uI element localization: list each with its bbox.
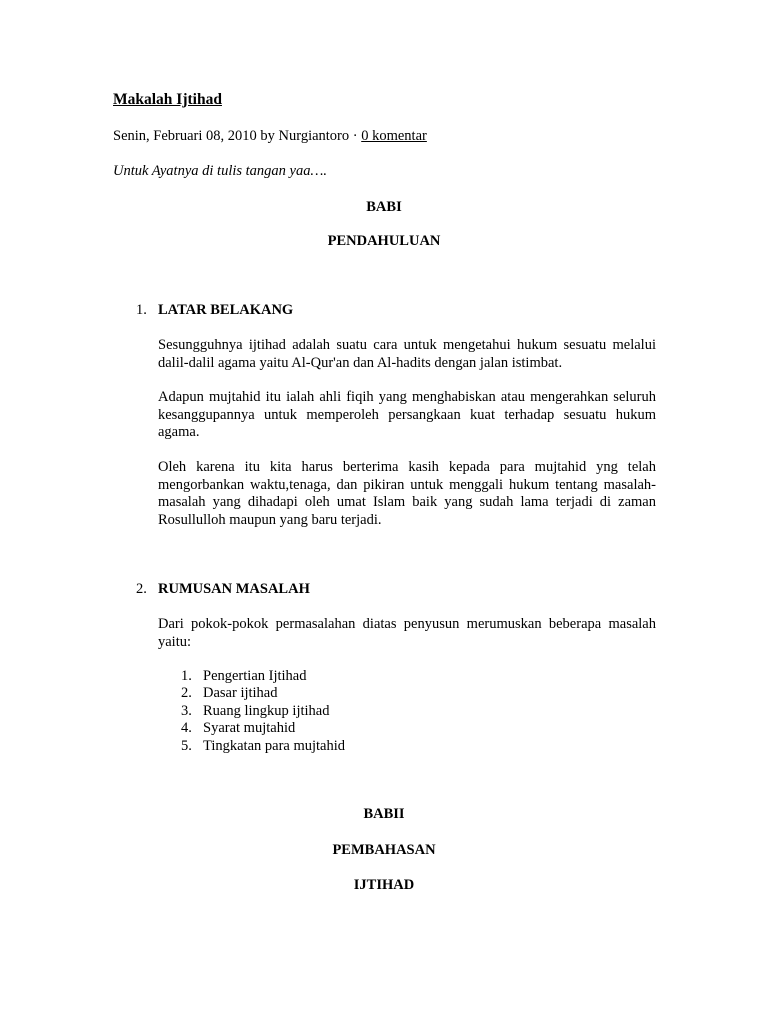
section-2-title: RUMUSAN MASALAH [158,581,310,597]
list-item-number: 2. [181,685,192,702]
list-item-text: Syarat mujtahid [203,720,296,737]
list-item-text: Ruang lingkup ijtihad [203,702,330,719]
list-item-text: Pengertian Ijtihad [203,668,307,684]
post-date-author: Senin, Februari 08, 2010 by Nurgiantoro · [113,128,362,144]
section-1-paragraph: Oleh karena itu kita harus berterima kasih kepada para mujtahid yng telah mengorbankan waktu,tenaga, dan pikiran untuk menggali hukum tentang masalah-masalah yang dihadapi oleh umat Islam baik yang sudah lama terjadi di zaman Rosullulloh maupun yang baru terjadi. [158,459,656,528]
post-meta [113,128,427,145]
section-2-intro: Dari pokok-pokok permasalahan diatas penyusun merumuskan beberapa masalah yaitu: [158,616,656,650]
chapter-1-subheading: PENDAHULUAN [327,233,441,249]
chapter-2-subheading: PEMBAHASAN [332,842,436,858]
author-note: Untuk Ayatnya di tulis tangan yaa…. [113,163,327,179]
list-item-number: 4. [181,720,192,737]
chapter-2-heading: BABII [363,806,405,822]
comments-link[interactable]: 0 komentar [361,128,427,144]
document-title: Makalah Ijtihad [113,91,222,108]
list-item-number: 3. [181,702,192,719]
chapter-2-topic: IJTIHAD [353,877,415,893]
section-1-paragraph: Sesungguhnya ijtihad adalah suatu cara untuk mengetahui hukum sesuatu melalui dalil-dalil agama yaitu Al-Qur'an dan Al-hadits dengan jalan istimbat. [158,337,656,371]
section-2-number: 2. [136,581,147,597]
section-1-number: 1. [136,302,147,318]
list-item-number: 1. [181,668,192,684]
list-item-number: 5. [181,737,192,754]
section-1-title: LATAR BELAKANG [158,302,294,318]
list-item-text: Tingkatan para mujtahid [203,737,346,754]
list-item-text: Dasar ijtihad [203,685,278,702]
chapter-1-heading: BABI [366,199,402,215]
section-1-paragraph: Adapun mujtahid itu ialah ahli fiqih yang menghabiskan atau mengerahkan seluruh kesanggupannya untuk memperoleh persangkaan kuat terhadap sesuatu hukum agama. [158,389,656,440]
